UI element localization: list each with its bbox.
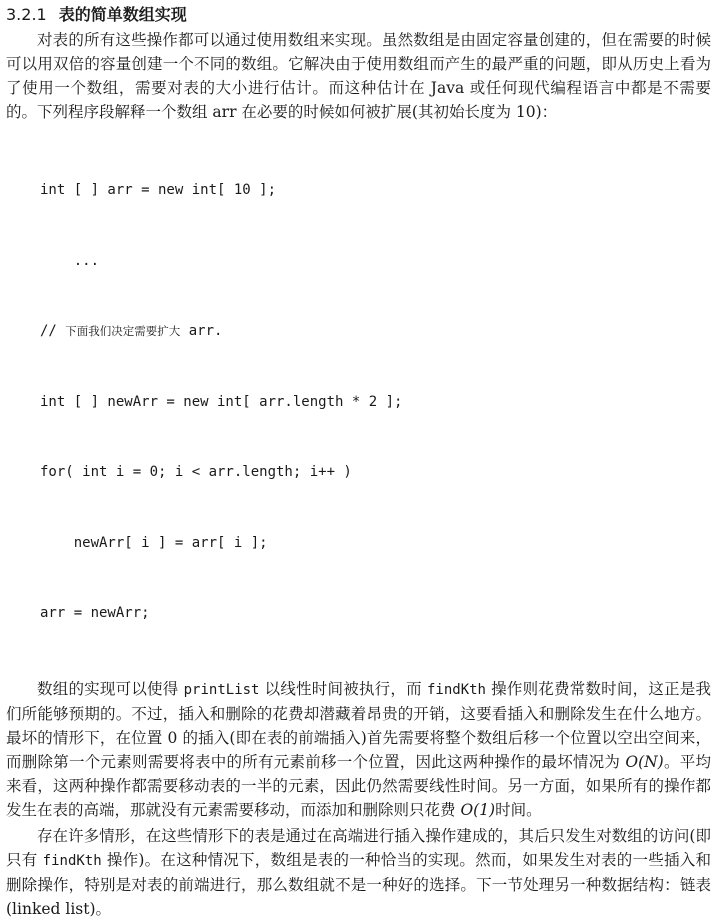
section-heading [6, 4, 711, 26]
section-title: 表的简单数组实现 [58, 5, 187, 24]
code-line-6: newArr[ i ] = arr[ i ]; [40, 534, 268, 551]
code-line-1: int [ ] arr = new int[ 10 ]; [40, 182, 277, 198]
paragraph-intro: 对表的所有这些操作都可以通过使用数组来实现。虽然数组是由固定容量创建的，但在需要的时候可以用双倍的容量创建一个不同的数组。它解决由于使用数组而产生的最严重的问题，即从历史上看为了使用一个数组，需要对表的大小进行估计。而这种估计在 Java 或任何现代编程语言中都是不需要的。下列程序段解释一个数组 arr 在必要的时候如何被扩展(其初始长度为 10)： [6, 31, 711, 121]
math-o-n: O(N) [625, 752, 664, 771]
math-o-1: O(1) [460, 800, 496, 819]
paragraph-2-text-4: 。平均来看，这两种操作都需要移动表的一半的元素，因此仍然需要线性时间。另一方面，如果所有的操作都发生在表的高端，那就没有元素需要移动，而添加和删除则只花费 [6, 752, 711, 819]
code-block [40, 132, 711, 673]
paragraph-2-text-3: 操作则花费常数时间，这正是我们所能够预期的。不过，插入和删除的花费却潜藏着昂贵的开销，这要看插入和删除发生在什么地方。最坏的情形下，在位置 0 的插入(即在表的前端插入)首先需要将整个数组后移一个位置以空出空间来，而删除第一个元素则需要将表中的所有元素前移一个位置，因此这两种操作的最坏情况为 [6, 679, 711, 771]
code-line-5: for( int i = 0; i < arr.length; i++ ) [40, 464, 352, 480]
code-findkth-2: findKth [42, 852, 102, 869]
code-line-4: int [ ] newArr = new int[ arr.length * 2 ]; [40, 393, 403, 410]
paragraph-2-text-5: 时间。 [495, 800, 542, 819]
code-comment-prefix: // [40, 323, 66, 339]
section-number: 3.2.1 [6, 5, 47, 24]
paragraph-3-text-2: 操作)。在这种情况下，数组是表的一种恰当的实现。然而，如果发生对表的一些插入和删除操作，特别是对表的前端进行，那么数组就不是一种好的选择。下一节处理另一种数据结构：链表(linked list)。 [6, 850, 711, 918]
code-findkth: findKth [426, 681, 486, 698]
code-printlist: printList [183, 681, 260, 698]
code-line-7: arr = newArr; [40, 605, 150, 621]
paragraph-complexity [6, 677, 711, 822]
code-line-3 [40, 320, 711, 344]
paragraph-2-text-1: 数组的实现可以使得 [37, 679, 184, 698]
code-line-2: ... [40, 252, 100, 269]
code-comment-text: 下面我们决定需要扩大 [65, 324, 181, 338]
paragraph-2-text-2: 以线性时间被执行，而 [259, 679, 427, 698]
code-comment-suffix: arr. [180, 323, 223, 339]
paragraph-conclusion [6, 824, 711, 921]
paragraph-3-text-1: 存在许多情形，在这些情形下的表是通过在高端进行插入操作建成的，其后只发生对数组的访问(即只有 [6, 826, 711, 869]
